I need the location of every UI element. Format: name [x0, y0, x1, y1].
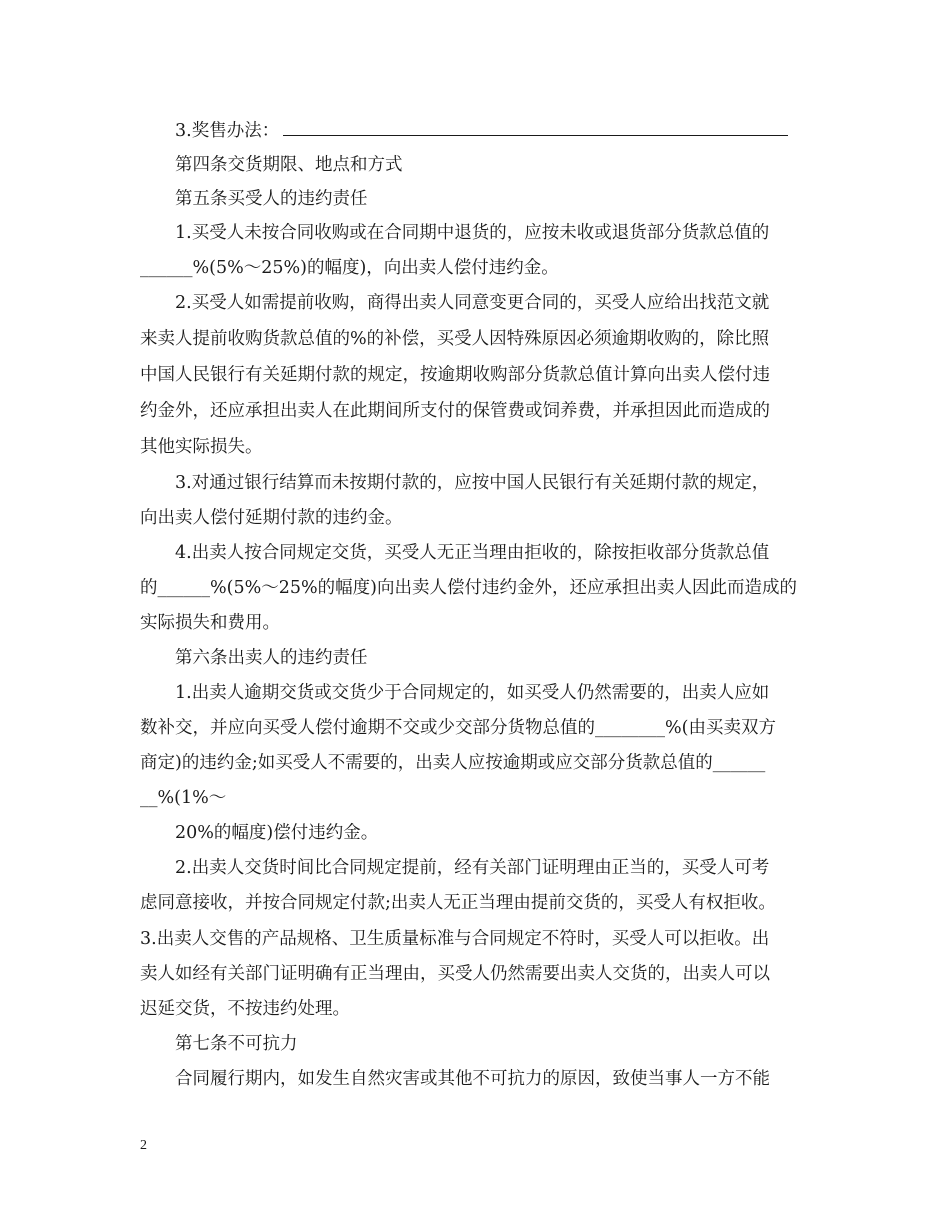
text-line: 来卖人提前收购货款总值的%的补偿，买受人因特殊原因必须逾期收购的，除比照 [140, 329, 770, 349]
text-line: 3.对通过银行结算而未按期付款的，应按中国人民银行有关延期付款的规定， [175, 473, 770, 493]
text-line: 20%的幅度)偿付违约金。 [175, 823, 379, 843]
text-line: 2.出卖人交货时间比合同规定提前，经有关部门证明理由正当的，买受人可考 [175, 858, 770, 878]
text-line: 实际损失和费用。 [140, 613, 280, 633]
text-line: 其他实际损失。 [140, 437, 263, 457]
text-line: 商定)的违约金;如买受人不需要的，出卖人应按逾期或应交部分货款总值的______ [140, 753, 766, 773]
text-line: 数补交，并应向买受人偿付逾期不交或少交部分货物总值的________%(由买卖双方 [140, 718, 776, 738]
text-line: 中国人民银行有关延期付款的规定，按逾期收购部分货款总值计算向出卖人偿付违 [140, 365, 770, 385]
text-line: 约金外，还应承担出卖人在此期间所支付的保管费或饲养费，并承担因此而造成的 [140, 401, 770, 421]
text-line: 1.出卖人逾期交货或交货少于合同规定的，如买受人仍然需要的，出卖人应如 [175, 683, 770, 703]
section-heading: 第七条不可抗力 [175, 1034, 298, 1054]
text-line [175, 121, 950, 141]
text-line: __%(1%～ [140, 788, 227, 808]
text-line: 迟延交货，不按违约处理。 [140, 999, 350, 1019]
blank-underline [283, 121, 788, 136]
text-line: 虑同意接收，并按合同规定付款;出卖人无正当理由提前交货的，买受人有权拒收。 [140, 893, 776, 913]
text-line: 合同履行期内，如发生自然灾害或其他不可抗力的原因，致使当事人一方不能 [175, 1069, 770, 1089]
text-line: 2.买受人如需提前收购，商得出卖人同意变更合同的，买受人应给出找范文就 [175, 293, 770, 313]
page-number: 2 [140, 1138, 147, 1153]
section-heading: 第四条交货期限、地点和方式 [175, 155, 403, 175]
text-line: 1.买受人未按合同收购或在合同期中退货的，应按未收或退货部分货款总值的 [175, 223, 770, 243]
text-line: 卖人如经有关部门证明确有正当理由，买受人仍然需要出卖人交货的，出卖人可以 [140, 964, 770, 984]
text-line: ______%(5%～25%)的幅度)，向出卖人偿付违约金。 [140, 258, 559, 278]
text-line: 4.出卖人按合同规定交货，买受人无正当理由拒收的，除按拒收部分货款总值 [175, 543, 770, 563]
text-line: 的______%(5%～25%的幅度)向出卖人偿付违约金外，还应承担出卖人因此而造成的 [140, 578, 797, 598]
text-line: 向出卖人偿付延期付款的违约金。 [140, 508, 403, 528]
section-heading: 第六条出卖人的违约责任 [175, 648, 368, 668]
text-line: 3.出卖人交售的产品规格、卫生质量标准与合同规定不符时，买受人可以拒收。出 [140, 929, 770, 949]
line-text: 3.奖售办法： [175, 121, 280, 141]
section-heading: 第五条买受人的违约责任 [175, 189, 368, 209]
